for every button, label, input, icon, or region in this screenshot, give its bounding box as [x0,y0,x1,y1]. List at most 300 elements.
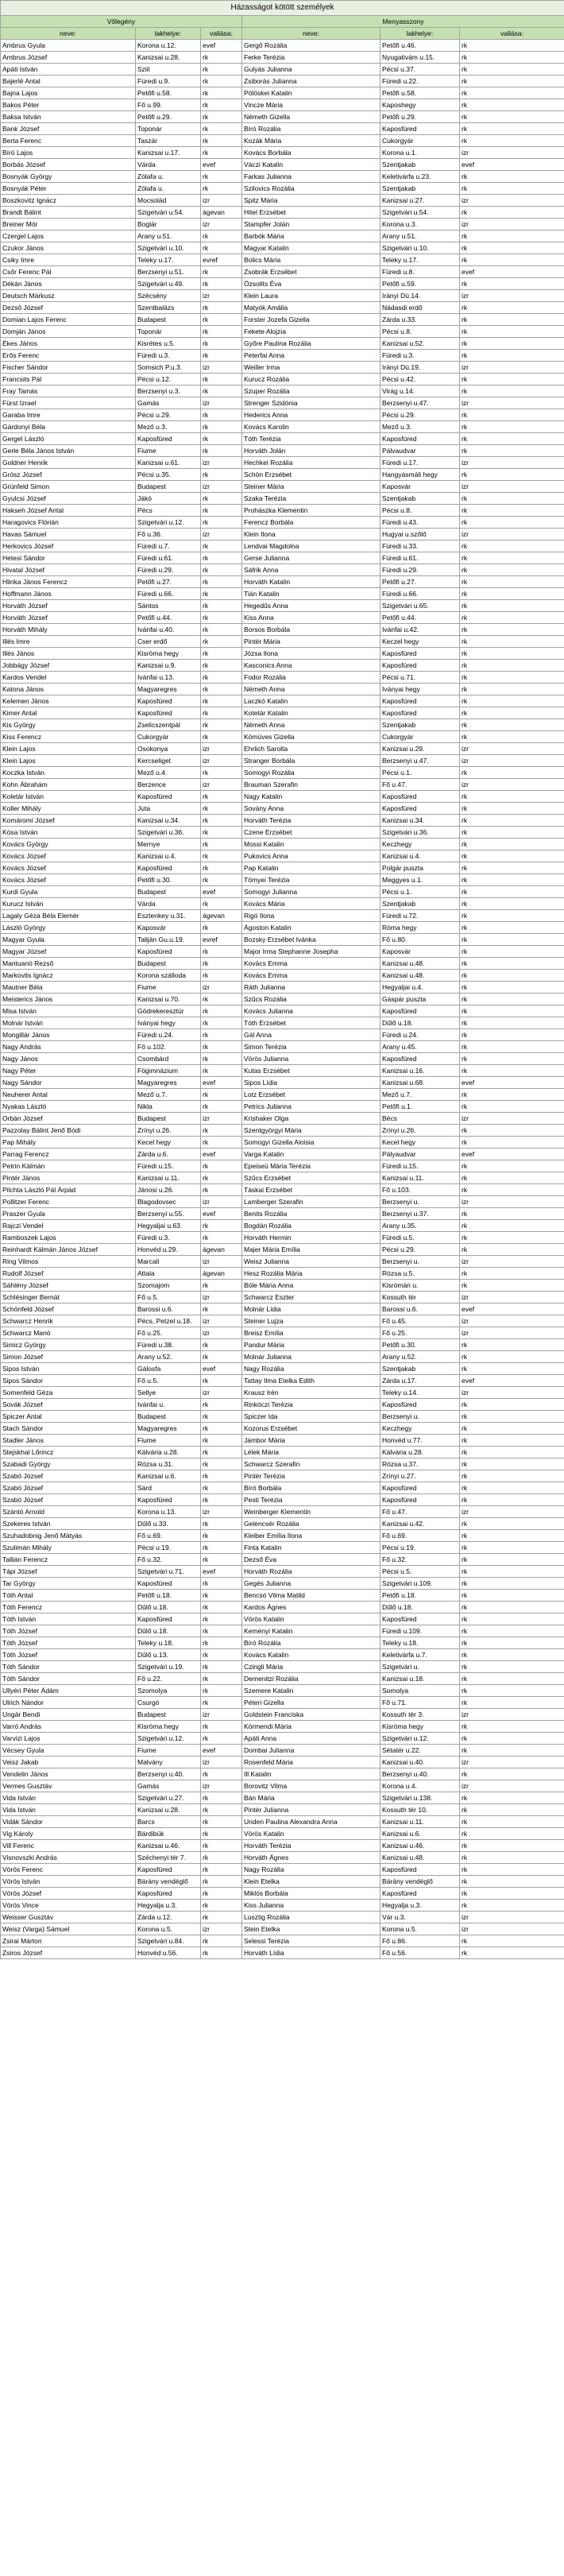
groom-residence-cell: Szécsény [136,290,201,302]
bride-religion-cell: rk [460,684,564,695]
bride-religion-cell: rk [460,421,564,433]
bride-residence-cell: Kanizsai u.18. [381,1673,460,1685]
groom-religion-cell: evef [201,1363,242,1375]
groom-name-cell: Kelemen János [1,695,136,707]
groom-religion-cell: izr [201,1315,242,1327]
bride-residence-cell: Szigetvári u.10. [381,242,460,254]
table-row [1,1065,564,1077]
bride-residence-cell: Zrínyi u.27. [381,1470,460,1482]
groom-residence-cell: Pécs [136,505,201,517]
bride-name-cell: Tóth Terézia [242,433,381,445]
groom-name-cell: Szántó Arnold [1,1506,136,1518]
groom-name-cell: Szabó József [1,1482,136,1494]
groom-religion-cell: rk [201,1864,242,1876]
groom-residence-cell: Füredi u.29. [136,564,201,576]
groom-residence-cell: Kaposfüred [136,1864,201,1876]
groom-religion-cell: rk [201,76,242,87]
bride-name-cell: Szilovics Rozália [242,183,381,195]
table-row [1,242,564,254]
groom-residence-cell: Szigetvári u.12. [136,517,201,529]
bride-name-cell: Tóth Erzsébet [242,1017,381,1029]
groom-religion-cell: rk [201,1697,242,1709]
bride-name-cell: Keményi Katalin [242,1625,381,1637]
table-row [1,1900,564,1912]
groom-residence-cell: Mező u.7. [136,1089,201,1101]
bride-religion-cell: rk [460,326,564,338]
bride-residence-cell: Pécsi u.19. [381,1542,460,1554]
bride-religion-cell: izr [460,457,564,469]
bride-residence-cell: Kaposfüred [381,660,460,672]
table-row [1,457,564,469]
bride-religion-cell: rk [460,1792,564,1804]
bride-religion-cell: rk [460,946,564,958]
groom-name-cell: Pap Mihály [1,1137,136,1149]
groom-religion-cell: rk [201,660,242,672]
bride-name-cell: Sovány Anna [242,803,381,815]
groom-name-cell: Vendelin János [1,1768,136,1780]
bride-name-cell: Klein Laura [242,290,381,302]
groom-religion-cell: rk [201,600,242,612]
bride-residence-cell: Szigetvári u.109. [381,1578,460,1590]
groom-name-cell: Gergel László [1,433,136,445]
table-row [1,147,564,159]
groom-name-cell: Tápi József [1,1566,136,1578]
bride-residence-cell: Kanizsai u.40. [381,1757,460,1768]
groom-residence-cell: Korona u.12. [136,40,201,52]
bride-religion-cell: rk [460,695,564,707]
groom-religion-cell: izr [201,1387,242,1399]
groom-religion-cell: rk [201,1625,242,1637]
groom-religion-cell: izr [201,1780,242,1792]
bride-residence-cell: Fő u.71. [381,1697,460,1709]
table-row [1,1542,564,1554]
bride-residence-cell: Berzsenyi u. [381,1411,460,1423]
bride-residence-cell: Kaposfüred [381,1864,460,1876]
groom-religion-cell: rk [201,1101,242,1113]
bride-residence-cell: Mező u.7. [381,1089,460,1101]
table-row [1,827,564,839]
groom-residence-cell: Kisróma hegy [136,1721,201,1733]
groom-name-cell: Magyar József [1,946,136,958]
groom-name-cell: Tóth József [1,1625,136,1637]
bride-religion-cell: rk [460,1184,564,1196]
bride-name-cell: Vörös Katalin [242,1613,381,1625]
groom-religion-cell: rk [201,1125,242,1137]
table-row [1,1125,564,1137]
groom-residence-cell: Csurgó [136,1697,201,1709]
bride-name-cell: Bogdán Rozália [242,1220,381,1232]
bride-religion-cell: rk [460,1172,564,1184]
bride-religion-cell: rk [460,1935,564,1947]
groom-name-cell: Nyakas László [1,1101,136,1113]
table-row [1,779,564,791]
groom-religion-cell: rk [201,970,242,982]
groom-religion-cell: rk [201,230,242,242]
bride-religion-cell: rk [460,862,564,874]
bride-residence-cell: Petőfi u.46. [381,40,460,52]
groom-residence-cell: Sellye [136,1387,201,1399]
bride-name-cell: Hesz Rozália Mária [242,1268,381,1280]
groom-religion-cell: rk [201,1470,242,1482]
bride-name-cell: Vörös Julianna [242,1053,381,1065]
groom-religion-cell: rk [201,540,242,552]
bride-residence-cell: Pécsi u.5. [381,1566,460,1578]
bride-name-cell: Klein Ilona [242,529,381,540]
table-row [1,1447,564,1458]
groom-residence-cell: Taliján Gu.u.19. [136,934,201,946]
groom-residence-cell: Kaposvár [136,922,201,934]
groom-residence-cell: Kaposfüred [136,791,201,803]
bride-religion-cell: rk [460,1494,564,1506]
bride-religion-cell: rk [460,850,564,862]
bride-name-cell: Hitel Erzsébet [242,207,381,219]
bride-name-cell: Vincze Mária [242,99,381,111]
groom-name-cell: Kovács József [1,874,136,886]
groom-religion-cell: rk [201,1518,242,1530]
groom-residence-cell: Fő u.99. [136,99,201,111]
groom-name-cell: Grósz József [1,469,136,481]
bride-residence-cell: Irányi Dü.19. [381,362,460,374]
bride-residence-cell: Irányi Dü.14. [381,290,460,302]
table-row [1,1149,564,1160]
groom-religion-cell: rk [201,719,242,731]
bride-name-cell: Kovács Emma [242,958,381,970]
groom-residence-cell: Dűlő u.18. [136,1625,201,1637]
bride-residence-cell: Kanizsai u.16. [381,1065,460,1077]
bride-residence-cell: Kaposfüred [381,1482,460,1494]
groom-religion-cell: rk [201,552,242,564]
groom-religion-cell: rk [201,1637,242,1649]
groom-residence-cell: Kaposfüred [136,1578,201,1590]
bride-religion-cell: rk [460,815,564,827]
table-row [1,1947,564,1959]
bride-residence-cell: Korona u.1. [381,147,460,159]
bride-name-cell: Gulyás Julianna [242,64,381,76]
groom-religion-cell: evef [201,159,242,171]
table-title: Házasságot kötött személyek [1,1,564,16]
groom-name-cell: Gerle Béla János István [1,445,136,457]
bride-religion-cell: rk [460,76,564,87]
bride-residence-cell: Kaposfüred [381,648,460,660]
table-row [1,1685,564,1697]
table-row [1,1280,564,1292]
bride-religion-cell: rk [460,1625,564,1637]
groom-religion-cell: rk [201,576,242,588]
bride-religion-cell: izr [460,529,564,540]
bride-residence-cell: Fő u.25. [381,1327,460,1339]
groom-residence-cell: Dűlő u.18. [136,1602,201,1613]
bride-religion-cell: rk [460,719,564,731]
table-row [1,731,564,743]
table-row [1,1303,564,1315]
bride-religion-cell: rk [460,1447,564,1458]
bride-residence-cell: Meggyes u.1. [381,874,460,886]
groom-residence-cell: Fő u.69. [136,1530,201,1542]
bride-religion-cell: rk [460,1363,564,1375]
groom-religion-cell: rk [201,314,242,326]
groom-religion-cell: rk [201,624,242,636]
groom-residence-cell: Szigetvári u.10. [136,242,201,254]
bride-religion-cell: rk [460,278,564,290]
table-row [1,254,564,266]
bride-religion-cell: rk [460,1768,564,1780]
bride-religion-cell: rk [460,1804,564,1816]
bride-name-cell: Bozsky Erzsébet Ivánka [242,934,381,946]
bride-religion-cell: evef [460,159,564,171]
groom-name-cell: Bakos Péter [1,99,136,111]
bride-residence-cell: Pécsi u.71. [381,672,460,684]
groom-religion-cell: rk [201,385,242,397]
bride-religion-cell: rk [460,493,564,505]
groom-residence-cell: Mező u.3. [136,421,201,433]
bride-name-cell: Szentgyörgyi Mária [242,1125,381,1137]
bride-name-cell: Nagy Katalin [242,791,381,803]
groom-name-cell: Mantuanó Rezső [1,958,136,970]
bride-name-cell: Apáti Anna [242,1733,381,1745]
bride-religion-cell: rk [460,1137,564,1149]
table-row [1,540,564,552]
bride-name-cell: Dombai Julianna [242,1745,381,1757]
groom-religion-cell: rk [201,111,242,123]
groom-name-cell: Berta Ferenc [1,135,136,147]
bride-religion-cell: izr [460,219,564,230]
bride-name-cell: Bíró Borbála [242,1482,381,1494]
groom-religion-cell: rk [201,1184,242,1196]
bride-religion-cell: rk [460,1268,564,1280]
groom-name-cell: Vörös József [1,1888,136,1900]
bride-religion-cell: evef [460,266,564,278]
bride-religion-cell: rk [460,1160,564,1172]
groom-residence-cell: Rózsa u.31. [136,1458,201,1470]
bride-name-cell: Prohászka Klementin [242,505,381,517]
groom-residence-cell: Teleky u.17. [136,254,201,266]
table-row [1,1351,564,1363]
bride-name-cell: Peterfai Anna [242,350,381,362]
bride-religion-cell: rk [460,660,564,672]
groom-residence-cell: Fő u.25. [136,1327,201,1339]
groom-name-cell: Petrin Kálmán [1,1160,136,1172]
bride-residence-cell: Berzsenyi u.40. [381,1768,460,1780]
bride-name-cell: Finta Katalin [242,1542,381,1554]
groom-religion-cell: rk [201,731,242,743]
groom-residence-cell: Kaposfüred [136,433,201,445]
groom-residence-cell: Bárdibük [136,1828,201,1840]
bride-religion-cell: rk [460,1101,564,1113]
bride-religion-cell: izr [460,481,564,493]
bride-name-cell: Bíró Rozália [242,123,381,135]
groom-name-cell: Misa István [1,1005,136,1017]
groom-religion-cell: rk [201,302,242,314]
bride-name-cell: Kovács Emma [242,970,381,982]
groom-name-cell: Kósa István [1,827,136,839]
groom-name-cell: Kovács József [1,862,136,874]
groom-religion-cell: ágevan [201,1244,242,1256]
bride-religion-cell: izr [460,1780,564,1792]
bride-religion-cell: rk [460,1685,564,1697]
groom-religion-cell: rk [201,1721,242,1733]
table-row [1,958,564,970]
groom-religion-cell: evef [201,1745,242,1757]
bride-religion-cell: rk [460,40,564,52]
bride-name-cell: Molnár Lídia [242,1303,381,1315]
groom-residence-cell: Honvéd u.29. [136,1244,201,1256]
groom-religion-cell: rk [201,135,242,147]
groom-residence-cell: Magyaregres [136,1077,201,1089]
bride-religion-cell: rk [460,1578,564,1590]
bride-name-cell: Czene Erzsébet [242,827,381,839]
groom-religion-cell: rk [201,1542,242,1554]
groom-religion-cell: rk [201,1590,242,1602]
bride-religion-cell: rk [460,183,564,195]
bride-residence-cell: Rózsa u.5. [381,1268,460,1280]
bride-name-cell: Brauman Szerafin [242,779,381,791]
groom-residence-cell: Szigetvári u.71. [136,1566,201,1578]
groom-name-cell: Breiner Mór [1,219,136,230]
groom-name-cell: Erős Ferenc [1,350,136,362]
groom-residence-cell: Mező u.4. [136,767,201,779]
table-row [1,1041,564,1053]
groom-residence-cell: Fő u.32. [136,1554,201,1566]
bride-residence-cell: Kanizsai u.42. [381,1518,460,1530]
table-row [1,171,564,183]
bride-residence-cell: Pécsi u.1. [381,886,460,898]
bride-name-cell: Lotz Erzsébet [242,1089,381,1101]
bride-religion-cell: rk [460,135,564,147]
bride-residence-cell: Róma hegy [381,922,460,934]
bride-religion-cell: rk [460,791,564,803]
bride-name-cell: Weinberger Klementin [242,1506,381,1518]
groom-residence-cell: Gamás [136,1780,201,1792]
groom-name-cell: Klein Lajos [1,743,136,755]
bride-residence-cell: Kanizsai u.48. [381,970,460,982]
bride-religion-cell: rk [460,433,564,445]
bride-religion-cell: rk [460,886,564,898]
bride-name-cell: Gergő Rozália [242,40,381,52]
bride-name-cell: Özsolits Éva [242,278,381,290]
bride-name-cell: Váczi Katalin [242,159,381,171]
bride-residence-cell: Fő u.56. [381,1947,460,1959]
table-row [1,755,564,767]
bride-name-cell: Zsobrák Erzsébet [242,266,381,278]
bride-name-cell: Majer Mária Emília [242,1244,381,1256]
groom-name-cell: Szabadi György [1,1458,136,1470]
groom-name-cell: Szuhadobnig Jenő Mátyás [1,1530,136,1542]
bride-name-cell: Simon Terézia [242,1041,381,1053]
groom-residence-cell: Szigetvári u.12. [136,1733,201,1745]
table-row [1,1387,564,1399]
bride-religion-cell: rk [460,636,564,648]
bride-residence-cell: Szentjakab [381,183,460,195]
bride-name-cell: Stampfer Jolán [242,219,381,230]
bride-religion-header: vallása: [460,28,564,40]
bride-religion-cell: rk [460,1470,564,1482]
groom-name-cell: Orbán József [1,1113,136,1125]
table-row [1,159,564,171]
bride-religion-cell: rk [460,374,564,385]
bride-religion-cell: rk [460,1435,564,1447]
groom-residence-cell: Kisrétes u.5. [136,338,201,350]
bride-residence-cell: Zárda u.33. [381,314,460,326]
groom-residence-cell: Szigetvári u.19. [136,1661,201,1673]
table-row [1,600,564,612]
bride-religion-cell: rk [460,1029,564,1041]
table-row [1,1912,564,1923]
groom-religion-cell: rk [201,409,242,421]
bride-name-cell: Barbók Mária [242,230,381,242]
table-row [1,1935,564,1947]
groom-residence-cell: Toponár [136,326,201,338]
bride-religion-cell: rk [460,254,564,266]
bride-religion-cell: rk [460,385,564,397]
groom-name-cell: Vörös Vince [1,1900,136,1912]
bride-residence-cell: Kaposfüred [381,791,460,803]
bride-religion-cell: rk [460,1900,564,1912]
bride-name-cell: Fodor Rozália [242,672,381,684]
bride-residence-cell: Nyugativám u.15. [381,52,460,64]
groom-religion-cell: rk [201,1411,242,1423]
bride-residence-cell: Fő u.86. [381,1935,460,1947]
bride-residence-cell: Petőfi u.27. [381,576,460,588]
bride-name-cell: Petrics Julianna [242,1101,381,1113]
groom-residence-cell: Budapest [136,886,201,898]
bride-name-cell: Farkas Julianna [242,171,381,183]
bride-name-cell: Kömüves Gizella [242,731,381,743]
groom-name-cell: Boszkovitz Ignácz [1,195,136,207]
table-body [1,40,564,1959]
groom-name-cell: Kiss Ferencz [1,731,136,743]
groom-name-cell: Nagy Sándor [1,1077,136,1089]
bride-name-cell: Dezső Éva [242,1554,381,1566]
bride-name-cell: Matyók Amália [242,302,381,314]
groom-residence-cell: Füredi u.66. [136,588,201,600]
bride-residence-cell: Dűlő u.18. [381,1017,460,1029]
bride-residence-cell: Arany u.45. [381,1041,460,1053]
groom-name-cell: Kis György [1,719,136,731]
bride-name-cell: Kleiber Emília Ilona [242,1530,381,1542]
groom-residence-cell: Berzsenyi u.51. [136,266,201,278]
bride-residence-cell: Kaposvár [381,481,460,493]
groom-religion-cell: rk [201,171,242,183]
groom-religion-cell: rk [201,469,242,481]
bride-residence-cell: Füredi u.17. [381,457,460,469]
groom-name-cell: Stach Sándor [1,1423,136,1435]
bride-residence-cell: Teleky u.17. [381,254,460,266]
bride-religion-cell: rk [460,207,564,219]
bride-name-cell: Selessi Terézia [242,1935,381,1947]
bride-name-cell: Somogyi Gizella Aloisia [242,1137,381,1149]
groom-name-cell: Tóth Ferencz [1,1602,136,1613]
groom-religion-cell: izr [201,362,242,374]
groom-residence-cell: Kanizsai u.9. [136,660,201,672]
groom-name-cell: Borbás József [1,159,136,171]
bride-name-cell: Steiner Mária [242,481,381,493]
groom-religion-cell: rk [201,994,242,1005]
table-row [1,469,564,481]
table-row [1,588,564,600]
groom-residence-cell: Várda [136,159,201,171]
groom-residence-cell: Magyaregres [136,1423,201,1435]
table-row [1,1780,564,1792]
groom-name-cell: Ambrus József [1,52,136,64]
groom-group-header: Vőlegény [1,16,242,28]
bride-religion-cell: rk [460,171,564,183]
bride-name-cell: Laczkó Katalin [242,695,381,707]
bride-residence-cell: Hegyaljai u.4. [381,982,460,994]
bride-residence-cell: Kisróma hegy [381,1721,460,1733]
bride-residence-cell: Szentjakab [381,1363,460,1375]
groom-name-cell: Sipos Sándor [1,1375,136,1387]
table-row [1,52,564,64]
